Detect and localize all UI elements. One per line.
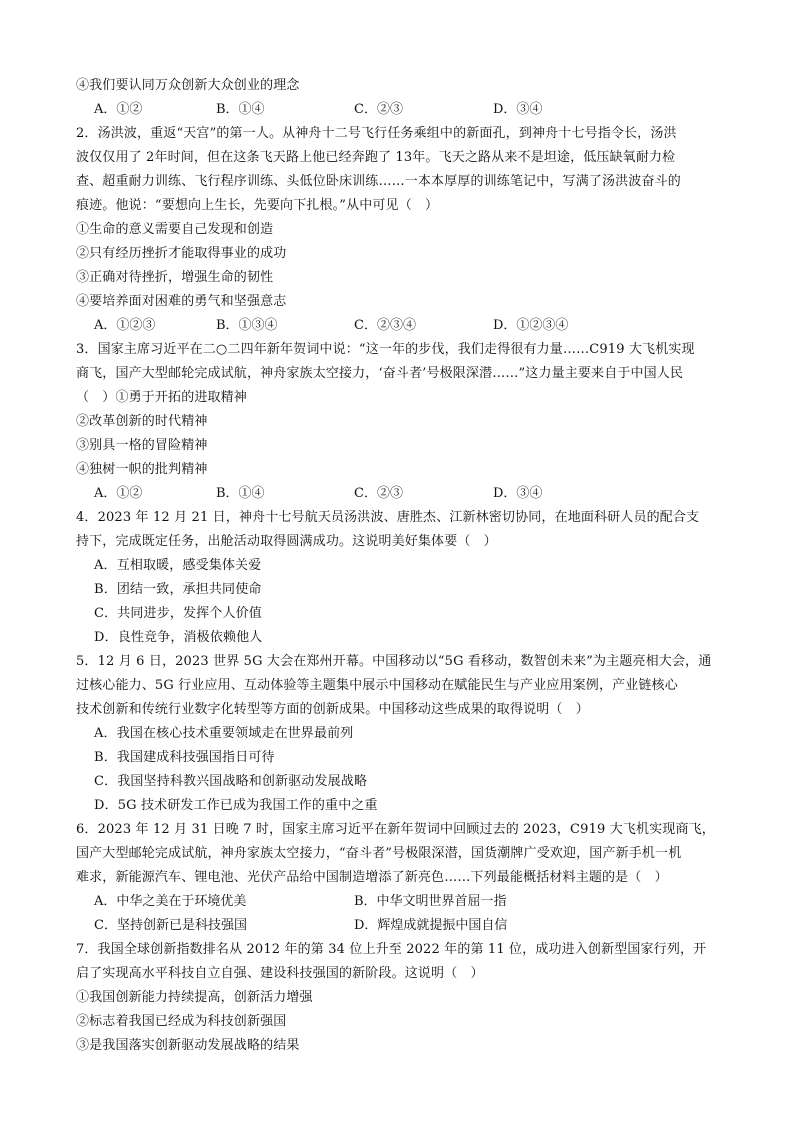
q5-option-a: A．我国在核心技术重要领域走在世界最前列 [94,726,354,741]
q2-statement-3: ③正确对待挫折，增强生命的韧性 [76,270,274,285]
q4-option-a: A．互相取暖，感受集体关爱 [94,558,262,573]
q6-stem-line: 国产大型邮轮完成试航，神舟家族太空接力，“奋斗者”号极限深潜，国货潮牌广受欢迎，国产新手机一机 [76,846,682,861]
q2-option-d: D．①②③④ [493,318,569,333]
q4-stem-line: 4．2023 年 12 月 21 日，神舟十七号航天员汤洪波、唐胜杰、江新林密切协同，在地面科研人员的配合支 [76,510,700,525]
q6-stem-line: 难求，新能源汽车、锂电池、光伏产品给中国制造增添了新亮色……下列最能概括材料主题的是（ ） [76,870,668,885]
q6-stem-line: 6．2023 年 12 月 31 日晚 7 时，国家主席习近平在新年贺词中回顾过去的 2023，C919 大飞机实现商飞， [76,822,715,837]
q3-statement-4: ④独树一帜的批判精神 [76,462,208,477]
q5-option-d: D．5G 技术研发工作已成为我国工作的重中之重 [94,798,378,813]
q7-statement-1: ①我国创新能力持续提高，创新活力增强 [76,990,313,1005]
q3-stem-line: （ ）①勇于开拓的进取精神 [76,390,247,405]
q6-option-c: C．坚持创新已是科技强国 [94,918,247,933]
q5-stem-line: 5．12 月 6 日，2023 世界 5G 大会在郑州开幕。中国移动以“5G 看移动，数智创未来”为主题亮相大会，通 [76,654,712,669]
q2-statement-2: ②只有经历挫折才能取得事业的成功 [76,246,287,261]
q6-option-d: D．辉煌成就提振中国自信 [354,918,508,933]
option-c: C．②③ [354,102,403,117]
q4-option-b: B．团结一致，承担共同使命 [94,582,262,597]
q2-stem-line: 痕迹。他说：“要想向上生长，先要向下扎根。”从中可见（ ） [76,198,439,213]
option-b: B．①④ [216,102,265,117]
q7-statement-2: ②标志着我国已经成为科技创新强国 [76,1014,287,1029]
q3-statement-3: ③别具一格的冒险精神 [76,438,208,453]
q2-stem-line: 查、超重耐力训练、飞行程序训练、头低位卧床训练……一本本厚厚的训练笔记中，写满了汤洪波奋斗的 [76,174,681,189]
option-a: A．①② [94,102,143,117]
q3-stem-line: 3．国家主席习近平在二○二四年新年贺词中说：“这一年的步伐，我们走得很有力量……C919 大飞机实现 [76,342,695,357]
q5-stem-line: 过核心能力、5G 行业应用、互动体验等主题集中展示中国移动在赋能民生与产业应用案例，产业链核心 [76,678,678,693]
q5-option-b: B．我国建成科技强国指日可待 [94,750,275,765]
q7-statement-3: ③是我国落实创新驱动发展战略的结果 [76,1038,300,1053]
q3-statement-2: ②改革创新的时代精神 [76,414,208,429]
q2-statement-4: ④要培养面对困难的勇气和坚强意志 [76,294,287,309]
q7-stem-line: 7．我国全球创新指数排名从 2012 年的第 34 位上升至 2022 年的第 11 位，成功进入创新型国家行列，开 [76,942,707,957]
q2-stem-line: 2．汤洪波，重返“天宫”的第一人。从神舟十二号飞行任务乘组中的新面孔，到神舟十七号指令长，汤洪 [76,126,677,141]
q3-option-c: C．②③ [354,486,403,501]
q4-option-d: D．良性竞争，消极依赖他人 [94,630,263,645]
q2-option-b: B．①③④ [216,318,278,333]
q3-option-d: D．③④ [493,486,543,501]
q2-statement-1: ①生命的意义需要自己发现和创造 [76,222,274,237]
q4-option-c: C．共同进步，发挥个人价值 [94,606,262,621]
statement-4: ④我们要认同万众创新大众创业的理念 [76,78,300,93]
q2-stem-line: 波仅仅用了 2年时间，但在这条飞天路上他已经奔跑了 13年。飞天之路从来不是坦途，低压缺氧耐力检 [76,150,676,165]
q5-stem-line: 技术创新和传统行业数字化转型等方面的创新成果。中国移动这些成果的取得说明（ ） [76,702,589,717]
q6-option-b: B．中华文明世界首屈一指 [354,894,507,909]
q3-option-a: A．①② [94,486,143,501]
q6-option-a: A．中华之美在于环境优美 [94,894,247,909]
q7-stem-line: 启了实现高水平科技自立自强、建设科技强国的新阶段。这说明（ ） [76,966,484,981]
q4-stem-line: 持下，完成既定任务，出舱活动取得圆满成功。这说明美好集体要（ ） [76,534,497,549]
q2-option-a: A．①②③ [94,318,156,333]
q3-stem-line: 商飞，国产大型邮轮完成试航，神舟家族太空接力，‘奋斗者’号极限深潜……”这力量主要来自于中国人民 [76,366,684,381]
q3-option-b: B．①④ [216,486,265,501]
option-d: D．③④ [493,102,543,117]
q2-option-c: C．②③④ [354,318,416,333]
q5-option-c: C．我国坚持科教兴国战略和创新驱动发展战略 [94,774,368,789]
